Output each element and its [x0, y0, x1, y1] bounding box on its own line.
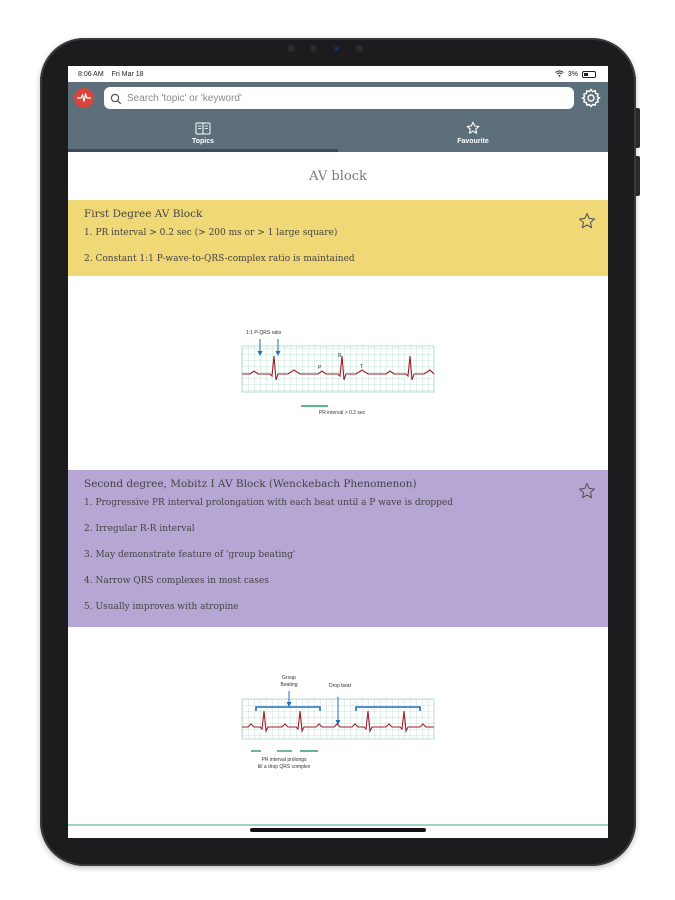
sensor-dot	[310, 45, 317, 52]
ecg-group-label: Group	[282, 675, 296, 681]
ecg-diagram	[68, 627, 608, 823]
card-item: 1. PR interval > 0.2 sec (> 200 ms or > 1 large square)	[84, 228, 338, 238]
volume-down-button[interactable]	[636, 156, 640, 196]
ecg-wave-t-label: T	[360, 364, 364, 370]
tab-favourite[interactable]	[338, 114, 608, 152]
tab-topics[interactable]	[68, 114, 338, 152]
screen	[68, 66, 608, 838]
tab-label: Topics	[191, 138, 215, 145]
camera-lens	[334, 46, 339, 51]
card-item: 4. Narrow QRS complexes in most cases	[84, 576, 269, 586]
battery-icon	[582, 71, 596, 78]
status-time: 8:06 AM	[78, 70, 104, 78]
card-item: 1. Progressive PR interval prolongation with each beat until a P wave is dropped	[84, 498, 454, 508]
tab-label: Favourite	[457, 138, 489, 145]
ecg-ratio-label: 1:1 P-QRS ratio	[246, 330, 282, 336]
heartbeat-logo-icon[interactable]	[74, 88, 94, 108]
search-box[interactable]	[104, 87, 574, 109]
battery-percent: 3%	[567, 70, 578, 78]
card-item: 5. Usually improves with atropine	[84, 602, 239, 612]
favourite-star-icon[interactable]	[578, 212, 596, 230]
ecg-caption: PR interval > 0.2 sec	[318, 410, 366, 416]
topic-card-mobitz-1[interactable]	[68, 470, 608, 627]
card-title: Second degree, Mobitz I AV Block (Wenckebach Phenomenon)	[84, 478, 417, 490]
ecg-caption: PR interval prolongs	[261, 757, 307, 763]
status-date: Fri Mar 18	[111, 70, 144, 78]
home-indicator[interactable]	[250, 828, 426, 832]
sensor-dot	[356, 45, 363, 52]
ecg-figure-first-degree	[68, 276, 608, 470]
tab-bar	[68, 114, 608, 152]
card-item: 3. May demonstrate feature of 'group beating'	[84, 550, 296, 560]
ecg-wave-r-label: R	[338, 353, 342, 359]
ecg-figure-mobitz-1	[68, 627, 608, 823]
ecg-drop-beat-label: Drop beat	[329, 683, 351, 689]
app-header	[68, 82, 608, 114]
topic-card-first-degree[interactable]	[68, 200, 608, 276]
ecg-caption: till a drop QRS complex	[257, 764, 311, 770]
card-item: 2. Irregular R-R interval	[84, 524, 195, 534]
volume-up-button[interactable]	[636, 108, 640, 148]
scroll-edge-divider	[68, 824, 608, 826]
card-title: First Degree AV Block	[84, 208, 203, 220]
ecg-wave-p-label: P	[318, 365, 322, 371]
search-input[interactable]	[127, 93, 568, 104]
page-title: AV block	[309, 168, 367, 184]
status-bar	[68, 66, 608, 82]
card-item: 2. Constant 1:1 P-wave-to-QRS-complex ratio is maintained	[84, 254, 355, 264]
ecg-group-label: Beating	[280, 682, 298, 688]
book-icon	[195, 121, 211, 135]
sensor-dot	[288, 45, 295, 52]
wifi-icon	[555, 70, 564, 79]
gear-icon[interactable]	[580, 87, 602, 109]
search-icon	[110, 92, 122, 104]
favourite-star-icon[interactable]	[578, 482, 596, 500]
star-icon	[466, 121, 480, 135]
ecg-diagram	[68, 276, 608, 470]
